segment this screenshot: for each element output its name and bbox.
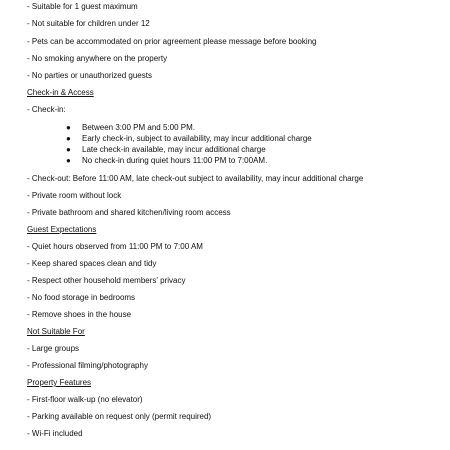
checkin-bullet: ● Early check-in, subject to availability, may incur additional charge: [66, 134, 312, 143]
checkin-label: - Check-in:: [27, 105, 66, 114]
checkin-bullet: ● Between 3:00 PM and 5:00 PM.: [66, 123, 195, 132]
section-heading-property-features: Property Features: [27, 378, 92, 387]
access-line: - Check-out: Before 11:00 AM, late check-out subject to availability, may incur additional charge: [27, 174, 364, 183]
rule-line: - Suitable for 1 guest maximum: [27, 2, 138, 11]
access-line: - Private bathroom and shared kitchen/living room access: [27, 208, 231, 217]
bullet-icon: ●: [66, 134, 71, 143]
not-suitable-line: - Professional filming/photography: [27, 361, 148, 370]
guest-line: - Keep shared spaces clean and tidy: [27, 259, 157, 268]
section-heading-checkin: Check-in & Access: [27, 88, 94, 97]
rule-line: - Pets can be accommodated on prior agreement please message before booking: [27, 37, 317, 46]
section-heading-not-suitable: Not Suitable For: [27, 327, 85, 336]
rule-line: - No parties or unauthorized guests: [27, 71, 152, 80]
bullet-icon: ●: [66, 123, 71, 132]
access-line: - Private room without lock: [27, 191, 122, 200]
not-suitable-line: - Large groups: [27, 344, 80, 353]
rule-line: - Not suitable for children under 12: [27, 19, 150, 28]
guest-line: - Respect other household members' privacy: [27, 276, 186, 285]
bullet-icon: ●: [66, 145, 71, 154]
checkin-bullet: ● Late check-in available, may incur additional charge: [66, 145, 266, 154]
section-heading-guest-expectations: Guest Expectations: [27, 225, 97, 234]
bullet-icon: ●: [66, 156, 71, 165]
guest-line: - Remove shoes in the house: [27, 310, 132, 319]
feature-line: - First-floor walk-up (no elevator): [27, 395, 143, 404]
guest-line: - Quiet hours observed from 11:00 PM to 7:00 AM: [27, 242, 203, 251]
rule-line: - No smoking anywhere on the property: [27, 54, 168, 63]
feature-line: - Wi-Fi included: [27, 429, 83, 438]
guest-line: - No food storage in bedrooms: [27, 293, 136, 302]
feature-line: - Parking available on request only (permit required): [27, 412, 212, 421]
checkin-bullet: ● No check-in during quiet hours 11:00 PM to 7:00AM.: [66, 156, 268, 165]
